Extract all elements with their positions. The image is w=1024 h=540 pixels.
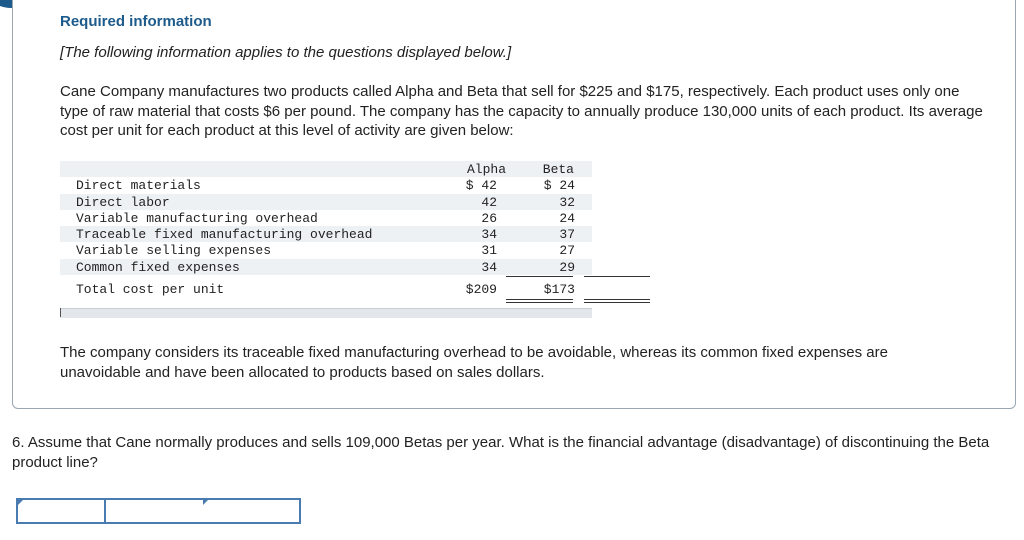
table-scrollbar[interactable] [60, 308, 592, 318]
answer-row [16, 498, 301, 524]
beta-value: 24 [559, 210, 575, 226]
row-label: Traceable fixed manufacturing overhead [76, 227, 373, 243]
problem-intro-text: Cane Company manufactures two products called Alpha and Beta that sell for $225 and $175, respectively. Each product uses only one type of raw material that costs $6 per pound. The company has the capacity to annually produce 130,000 units of each product. Its average cost per unit for each product at this level of activity are given below: [60, 83, 983, 139]
alpha-value: $ 42 [465, 178, 497, 194]
beta-value: 37 [559, 227, 575, 243]
beta-total-double-rule-bottom [584, 302, 650, 303]
table-row [60, 242, 592, 258]
alpha-total: $209 [465, 282, 497, 297]
column-header-beta: Beta [542, 162, 574, 177]
required-information-heading: Required information [60, 13, 212, 30]
table-header-row [60, 161, 592, 177]
cost-per-unit-table [60, 161, 592, 297]
row-label: Direct materials [76, 178, 201, 194]
applies-note: [The following information applies to the questions displayed below.] [60, 44, 512, 61]
row-label: Direct labor [76, 194, 170, 210]
alpha-subtotal-rule [506, 276, 573, 277]
beta-value: 27 [559, 243, 575, 259]
beta-value: 29 [559, 259, 575, 275]
input-marker-icon [203, 500, 208, 505]
row-label: Common fixed expenses [76, 259, 240, 275]
table-row [60, 177, 592, 193]
alpha-value: 31 [481, 243, 497, 259]
table-scrollbar-handle[interactable] [60, 308, 61, 317]
alpha-value: 34 [481, 227, 497, 243]
beta-value: $ 24 [543, 178, 575, 194]
beta-value: 32 [559, 194, 575, 210]
total-label: Total cost per unit [76, 282, 225, 297]
beta-total-double-rule-top [584, 299, 650, 300]
alpha-value: 42 [481, 194, 497, 210]
column-header-alpha: Alpha [466, 162, 506, 177]
alpha-value: 34 [481, 259, 497, 275]
input-marker-icon [18, 500, 23, 505]
table-row [60, 259, 592, 275]
answer-label-cell[interactable] [18, 500, 106, 522]
row-label: Variable manufacturing overhead [76, 210, 318, 226]
alpha-total-double-rule-top [506, 299, 573, 300]
alpha-value: 26 [481, 210, 497, 226]
alpha-total-double-rule-bottom [506, 302, 573, 303]
question-text: 6. Assume that Cane normally produces and sells 109,000 Betas per year. What is the financial advantage (disadvantage) of discontinuing the Beta product line? [12, 434, 990, 471]
total-cost-row [60, 282, 592, 298]
beta-subtotal-rule [584, 276, 650, 277]
beta-total: $173 [543, 282, 575, 297]
table-row [60, 210, 592, 226]
row-label: Variable selling expenses [76, 243, 272, 259]
table-row [60, 226, 592, 242]
overhead-note-text: The company considers its traceable fixed manufacturing overhead to be avoidable, whereas its common fixed expenses are unavoidable and have been allocated to products based on sales dollars. [60, 344, 888, 381]
table-row [60, 194, 592, 210]
